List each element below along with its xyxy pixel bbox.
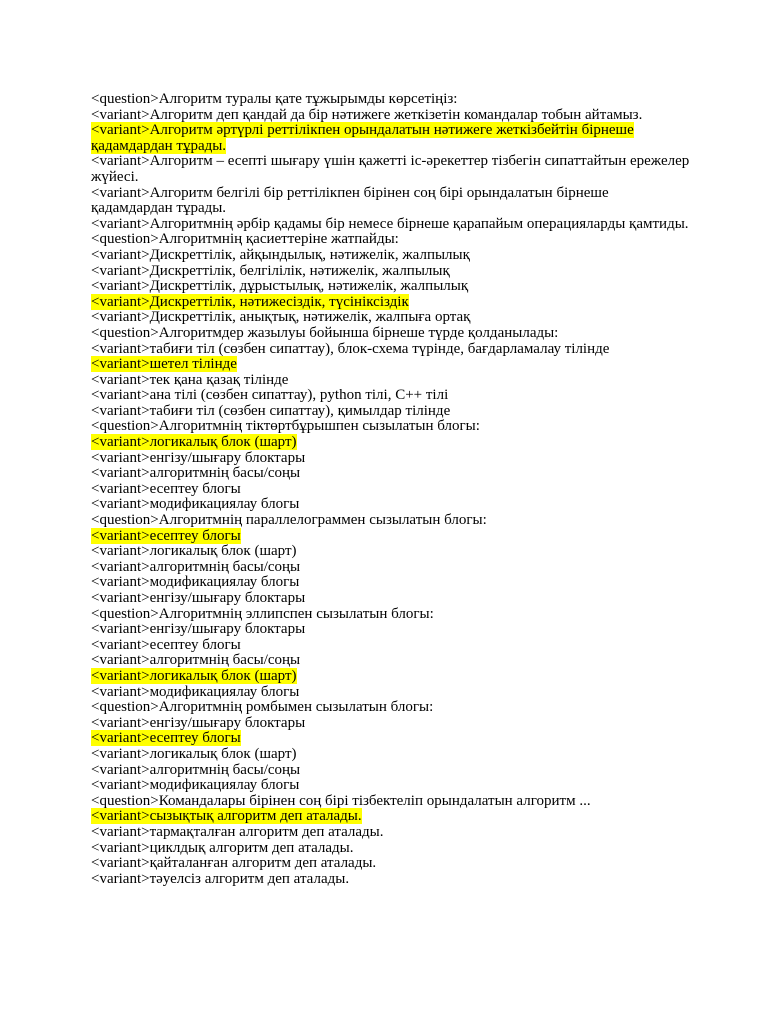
question-line	[91, 513, 691, 529]
variant-line	[91, 466, 691, 482]
variant-line	[91, 373, 691, 389]
line-text: <variant>Алгоритм белгілі бір реттілікпен бірінен соң бірі орындалатын бірнеше қадамдардан тұрады.	[91, 184, 609, 217]
line-text: <variant>табиғи тіл (сөзбен сипаттау), блок-схема түрінде, бағдарламалау тілінде	[91, 340, 610, 357]
line-text: <variant>алгоритмнің басы/соңы	[91, 465, 301, 482]
line-text: <question>Алгоритмнің қасиеттеріне жатпайды:	[91, 231, 399, 248]
line-text: <question>Командалары бірінен соң бірі тізбектеліп орындалатын алгоритм ...	[91, 792, 591, 809]
variant-line	[91, 825, 691, 841]
variant-line	[91, 295, 691, 311]
variant-line	[91, 622, 691, 638]
variant-line	[91, 872, 691, 888]
question-line	[91, 607, 691, 623]
variant-line	[91, 856, 691, 872]
question-line	[91, 700, 691, 716]
line-text: <variant>алгоритмнің басы/соңы	[91, 558, 301, 575]
line-text: <variant>табиғи тіл (сөзбен сипаттау), қимылдар тілінде	[91, 402, 451, 419]
line-text: <variant>модификациялау блогы	[91, 574, 300, 591]
question-line	[91, 232, 691, 248]
document-page	[91, 92, 691, 887]
variant-line	[91, 544, 691, 560]
variant-line	[91, 217, 691, 233]
line-text: <variant>циклдық алгоритм деп аталады.	[91, 839, 354, 856]
line-text: <variant>есептеу блогы	[91, 480, 241, 497]
highlighted-text: <variant>сызықтық алгоритм деп аталады.	[91, 808, 362, 825]
line-text: <variant>Дискреттілік, белгілілік, нәтижелік, жалпылық	[91, 262, 450, 279]
line-text: <variant>алгоритмнің басы/соңы	[91, 761, 301, 778]
variant-line	[91, 482, 691, 498]
variant-line	[91, 841, 691, 857]
line-text: <question>Алгоритмнің тіктөртбұрышпен сызылатын блогы:	[91, 418, 480, 435]
variant-line	[91, 279, 691, 295]
variant-line	[91, 529, 691, 545]
variant-line	[91, 264, 691, 280]
variant-line	[91, 809, 691, 825]
variant-line	[91, 404, 691, 420]
variant-line	[91, 731, 691, 747]
highlighted-text: <variant>логикалық блок (шарт)	[91, 667, 297, 684]
line-text: <variant>Алгоритм деп қандай да бір нәтижеге жеткізетін командалар тобын айтамыз.	[91, 106, 643, 123]
variant-line	[91, 248, 691, 264]
line-text: <variant>модификациялау блогы	[91, 496, 300, 513]
line-text: <variant>Алгоритм – есепті шығару үшін қажетті іс-әрекеттер тізбегін сипаттайтын ережелер жүйесі.	[91, 153, 690, 185]
variant-line	[91, 154, 691, 185]
line-text: <variant>логикалық блок (шарт)	[91, 745, 297, 762]
variant-line	[91, 357, 691, 373]
question-line	[91, 92, 691, 108]
line-text: <variant>модификациялау блогы	[91, 777, 300, 794]
variant-line	[91, 575, 691, 591]
variant-line	[91, 591, 691, 607]
line-text: <question>Алгоритмнің эллипспен сызылатын блогы:	[91, 605, 434, 622]
line-text: <variant>енгізу/шығару блоктары	[91, 621, 306, 638]
question-line	[91, 794, 691, 810]
variant-line	[91, 778, 691, 794]
line-text: <question>Алгоритмнің параллелограммен сызылатын блогы:	[91, 512, 487, 529]
highlighted-text: <variant>есептеу блогы	[91, 527, 241, 544]
variant-line	[91, 716, 691, 732]
line-text: <variant>Дискреттілік, айқындылық, нәтижелік, жалпылық	[91, 246, 470, 263]
variant-line	[91, 497, 691, 513]
highlighted-text: <variant>есептеу блогы	[91, 730, 241, 747]
line-text: <variant>есептеу блогы	[91, 636, 241, 653]
line-text: <variant>енгізу/шығару блоктары	[91, 449, 306, 466]
variant-line	[91, 108, 691, 124]
variant-line	[91, 123, 691, 154]
highlighted-text: <variant>Дискреттілік, нәтижесіздік, түсініксіздік	[91, 293, 409, 310]
variant-line	[91, 451, 691, 467]
question-line	[91, 419, 691, 435]
line-text: <variant>Алгоритмнің әрбір қадамы бір немесе бірнеше қарапайым операцияларды қамтиды.	[91, 215, 689, 232]
question-line	[91, 326, 691, 342]
line-text: <variant>тек қана қазақ тілінде	[91, 371, 289, 388]
line-text: <variant>алгоритмнің басы/соңы	[91, 652, 301, 669]
variant-line	[91, 763, 691, 779]
variant-line	[91, 342, 691, 358]
line-text: <variant>тәуелсіз алгоритм деп аталады.	[91, 870, 350, 887]
line-text: <variant>енгізу/шығару блоктары	[91, 590, 306, 606]
highlighted-text: <variant>логикалық блок (шарт)	[91, 434, 297, 451]
highlighted-text: <variant>Алгоритм әртүрлі реттілікпен орындалатын нәтижеге жеткізбейтін бірнеше қадамдардан тұрады.	[91, 122, 634, 154]
line-text: <question>Алгоритм туралы қате тұжырымды көрсетіңіз:	[91, 91, 458, 107]
line-text: <variant>ана тілі (сөзбен сипаттау), python тілі, С++ тілі	[91, 387, 449, 404]
variant-line	[91, 186, 691, 217]
variant-line	[91, 388, 691, 404]
variant-line	[91, 435, 691, 451]
line-text: <variant>Дискреттілік, анықтық, нәтижелік, жалпыға ортақ	[91, 309, 471, 326]
line-text: <variant>Дискреттілік, дұрыстылық, нәтижелік, жалпылық	[91, 278, 469, 295]
line-text: <variant>логикалық блок (шарт)	[91, 543, 297, 560]
line-text: <variant>қайталанған алгоритм деп аталады.	[91, 855, 377, 872]
highlighted-text: <variant>шетел тілінде	[91, 356, 237, 373]
variant-line	[91, 638, 691, 654]
variant-line	[91, 747, 691, 763]
line-text: <variant>тармақталған алгоритм деп аталады.	[91, 823, 384, 840]
line-text: <question>Алгоритмдер жазылуы бойынша бірнеше түрде қолданылады:	[91, 324, 559, 341]
variant-line	[91, 560, 691, 576]
line-text: <question>Алгоритмнің ромбымен сызылатын блогы:	[91, 699, 434, 716]
line-text: <variant>енгізу/шығару блоктары	[91, 714, 306, 731]
line-text: <variant>модификациялау блогы	[91, 683, 300, 700]
variant-line	[91, 669, 691, 685]
variant-line	[91, 685, 691, 701]
variant-line	[91, 310, 691, 326]
variant-line	[91, 653, 691, 669]
